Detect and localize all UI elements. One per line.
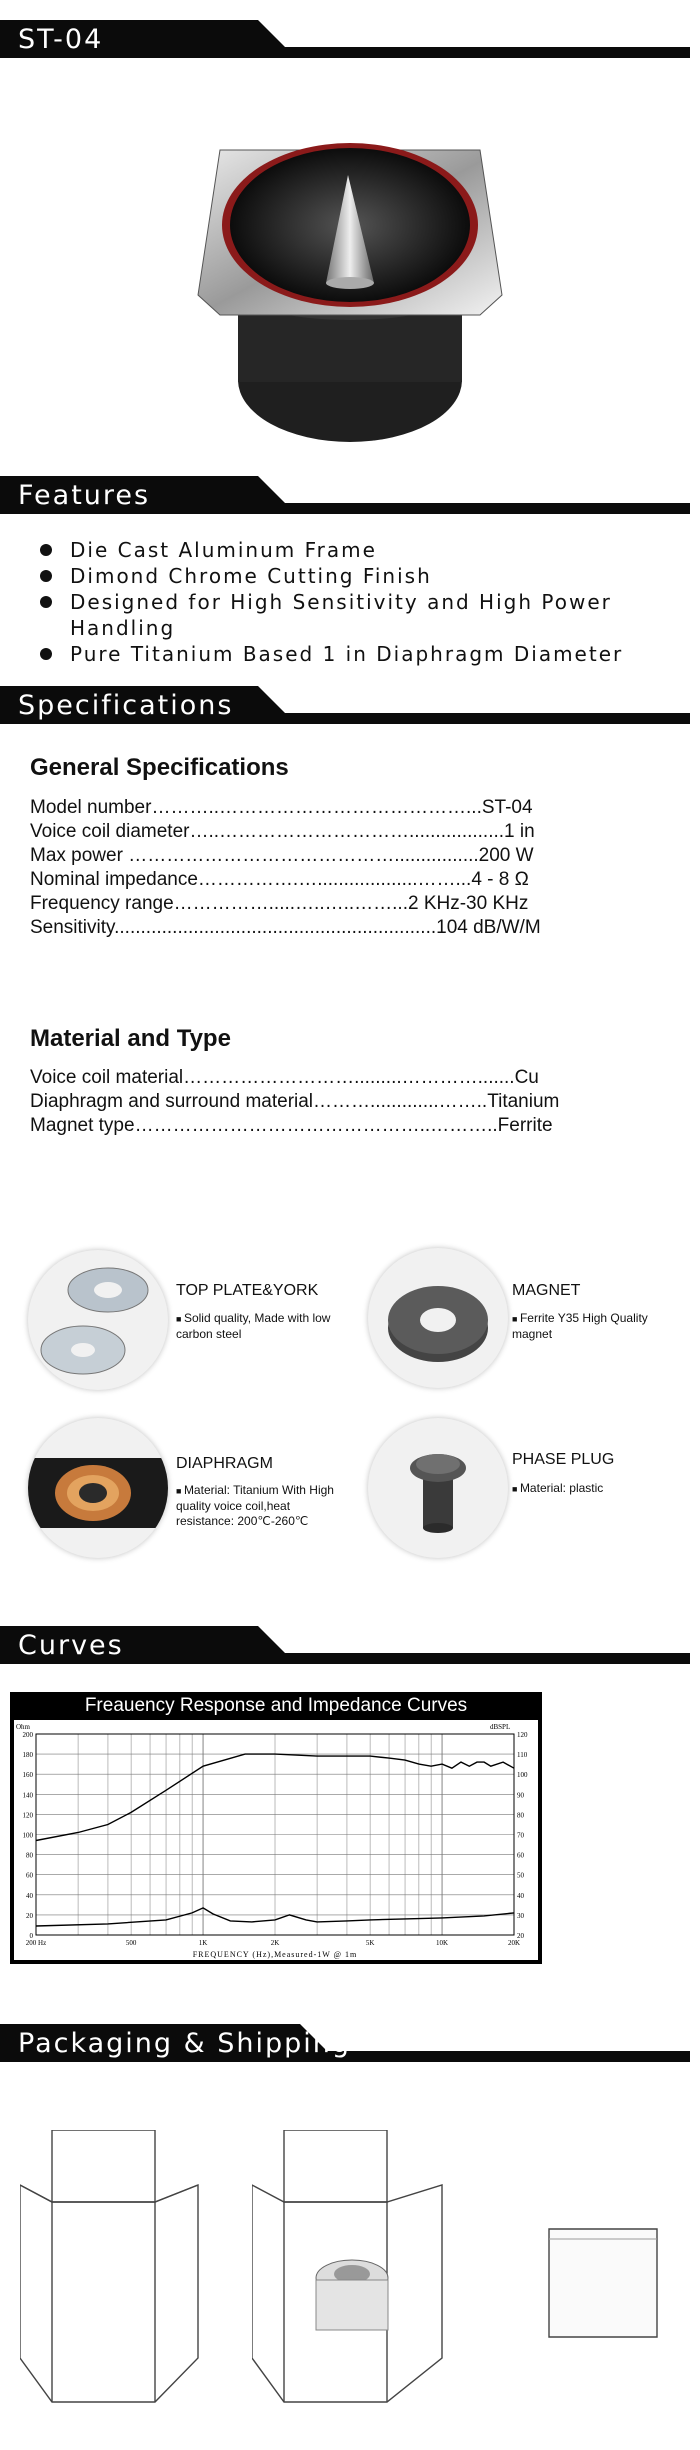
top-plate-york-desc: ■ Solid quality, Made with low carbon steel xyxy=(176,1311,336,1342)
material-type-title: Material and Type xyxy=(30,1025,231,1052)
left-axis-tick-label: 60 xyxy=(26,1871,33,1880)
right-axis-tick-label: 60 xyxy=(517,1851,524,1860)
right-axis-tick-label: 40 xyxy=(517,1891,524,1900)
left-axis-tick-label: 80 xyxy=(26,1851,33,1860)
feature-item: Designed for High Sensitivity and High Power Handling xyxy=(38,589,700,641)
closed-box-image xyxy=(545,2225,665,2345)
spec-diaphragm-material: Diaphragm and surround material……….............……..Titanium xyxy=(30,1091,560,1112)
open-box-with-speaker-image xyxy=(252,2130,462,2410)
right-axis-tick-label: 70 xyxy=(517,1831,524,1840)
features-list xyxy=(38,537,700,667)
x-axis-tick-label: 500 xyxy=(125,1939,137,1947)
right-axis-tick-label: 90 xyxy=(517,1791,524,1800)
x-axis-tick-label: 200 Hz xyxy=(25,1939,47,1947)
curve-plot-area xyxy=(14,1720,538,1960)
right-axis-tick-label: 20 xyxy=(517,1932,524,1940)
chart-title: Freauency Response and Impedance Curves xyxy=(84,1695,468,1716)
phase-plug-desc: ■ Material: plastic xyxy=(512,1481,672,1497)
diaphragm-image xyxy=(28,1418,168,1558)
open-box-empty-image xyxy=(20,2130,220,2410)
spec-voice-coil-diameter: Voice coil diameter…..…………………………..................1 in xyxy=(30,821,535,842)
left-axis-tick-label: 160 xyxy=(22,1771,33,1780)
spec-nominal-impedance: Nominal impedance…………….…...................……...4 - 8 Ω xyxy=(30,869,529,890)
left-axis-unit: Ohm xyxy=(16,1723,30,1731)
left-axis-tick-label: 40 xyxy=(26,1891,33,1900)
diaphragm-name: DIAPHRAGM xyxy=(176,1455,273,1472)
specifications-header xyxy=(0,686,700,726)
spec-model-number: Model number………..…………………………………...ST-04 xyxy=(30,797,533,818)
packaging-heading: Packaging & Shipping xyxy=(18,2028,352,2059)
features-heading: Features xyxy=(18,480,151,511)
curve-chart xyxy=(10,1692,542,1964)
title-bar-shape xyxy=(0,20,700,60)
speaker-image xyxy=(180,125,520,455)
left-axis-tick-label: 20 xyxy=(26,1911,33,1920)
x-axis-tick-label: 1K xyxy=(198,1939,208,1947)
spec-frequency-range: Frequency range…………….....…..…..……...2 KHz-30 KHz xyxy=(30,893,529,914)
specifications-heading: Specifications xyxy=(18,690,234,721)
spec-sensitivity: Sensitivity.............................................................104 dB/W/M xyxy=(30,917,541,938)
magnet-icon xyxy=(368,1248,508,1388)
phase-plug-name: PHASE PLUG xyxy=(512,1451,615,1468)
magnet-name: MAGNET xyxy=(512,1282,581,1299)
spec-voice-coil-material: Voice coil material……………………….........………….......Cu xyxy=(30,1067,539,1088)
feature-item: Pure Titanium Based 1 in Diaphragm Diameter xyxy=(38,641,700,667)
features-header xyxy=(0,476,700,516)
top-plate-york-name: TOP PLATE&YORK xyxy=(176,1282,319,1299)
phase-plug-image xyxy=(368,1418,508,1558)
right-axis-unit: dBSPL xyxy=(490,1723,511,1731)
right-axis-tick-label: 100 xyxy=(517,1771,528,1780)
top-plate-york-icon xyxy=(28,1250,168,1390)
title-bar xyxy=(0,20,700,60)
right-axis-tick-label: 80 xyxy=(517,1811,524,1820)
diaphragm-desc: ■ Material: Titanium With High quality voice coil,heat resistance: 200℃-260℃ xyxy=(176,1483,336,1529)
page-title: ST-04 xyxy=(18,24,104,55)
left-axis-tick-label: 180 xyxy=(22,1751,33,1760)
top-plate-york-image xyxy=(28,1250,168,1390)
curves-heading: Curves xyxy=(18,1630,124,1661)
x-axis-tick-label: 20K xyxy=(507,1939,521,1947)
magnet-image xyxy=(368,1248,508,1388)
diaphragm-icon xyxy=(28,1418,168,1558)
packaging-header xyxy=(0,2024,700,2064)
left-axis-tick-label: 0 xyxy=(29,1932,33,1940)
general-specifications-title: General Specifications xyxy=(30,754,289,781)
feature-item: Die Cast Aluminum Frame xyxy=(38,537,700,563)
x-axis-tick-label: 10K xyxy=(436,1939,449,1947)
left-axis-tick-label: 100 xyxy=(22,1831,33,1840)
left-axis-tick-label: 120 xyxy=(22,1811,33,1820)
right-axis-tick-label: 30 xyxy=(517,1911,524,1920)
right-axis-tick-label: 110 xyxy=(517,1751,528,1760)
curve-svg xyxy=(14,1720,538,1960)
phase-plug-icon xyxy=(368,1418,508,1558)
x-axis-tick-label: 5K xyxy=(365,1939,375,1947)
spec-max-power: Max power ……………………………………................200 W xyxy=(30,845,534,866)
right-axis-tick-label: 50 xyxy=(517,1871,524,1880)
left-axis-tick-label: 140 xyxy=(22,1791,33,1800)
x-axis-tick-label: 2K xyxy=(270,1939,280,1947)
right-axis-tick-label: 120 xyxy=(517,1731,528,1739)
magnet-desc: ■ Ferrite Y35 High Quality magnet xyxy=(512,1311,672,1342)
left-axis-tick-label: 200 xyxy=(22,1731,33,1739)
spec-magnet-type: Magnet type………………………………………..………..Ferrite xyxy=(30,1115,553,1136)
x-axis-label: FREQUENCY (Hz),Measured-1W @ 1m xyxy=(192,1950,358,1959)
curves-header xyxy=(0,1626,700,1666)
feature-item: Dimond Chrome Cutting Finish xyxy=(38,563,700,589)
